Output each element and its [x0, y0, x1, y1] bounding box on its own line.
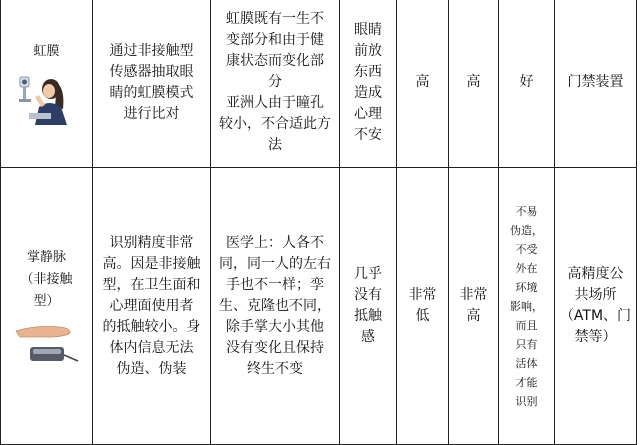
type-label: 掌静脉 （非接触 型） — [20, 250, 73, 309]
accuracy-cell: 非常 低 — [397, 168, 449, 445]
palm-vein-scanner-illustration — [14, 317, 80, 365]
type-label: 虹膜 — [33, 43, 60, 59]
application-cell: 门禁装置 — [555, 0, 637, 168]
table-row-palm-vein — [1, 168, 637, 445]
identification-method-cell: 识别精度非常 高。因是非接触 型，在卫生面和 心理面使用者 的抵触较小。身 体内信息无法 伪造、伪装 — [93, 168, 211, 445]
cost-cell: 非常 高 — [449, 168, 499, 445]
application-cell: 高精度公 共场所 （ATM、门 禁等） — [555, 168, 637, 445]
type-cell — [1, 0, 93, 168]
stability-cell: 医学上：人各不 同，同一人的左右 手也不一样；孪 生、克隆也不同， 除手掌大小其他 没有变化且保持 终生不变 — [211, 168, 340, 445]
table-row-iris — [1, 0, 637, 168]
accuracy-cell: 高 — [397, 0, 449, 168]
user-acceptance-cell: 眼睛 前放 东西 造成 心理 不安 — [340, 0, 397, 168]
cost-cell: 高 — [449, 0, 499, 168]
anti-forgery-cell: 好 — [499, 0, 555, 168]
type-cell — [1, 168, 93, 445]
iris-scan-illustration — [17, 67, 77, 125]
user-acceptance-cell: 几乎 没有 抵触 感 — [340, 168, 397, 445]
anti-forgery-cell: 不易 伪造， 不受 外在 环境 影响， 而且 只有 活体 才能 识别 — [499, 168, 555, 445]
identification-method-cell: 通过非接触型 传感器抽取眼 睛的虹膜模式 进行比对 — [93, 0, 211, 168]
stability-cell: 虹膜既有一生不 变部分和由于健 康状态而变化部 分 亚洲人由于瞳孔 较小，不合适此方 法 — [211, 0, 340, 168]
